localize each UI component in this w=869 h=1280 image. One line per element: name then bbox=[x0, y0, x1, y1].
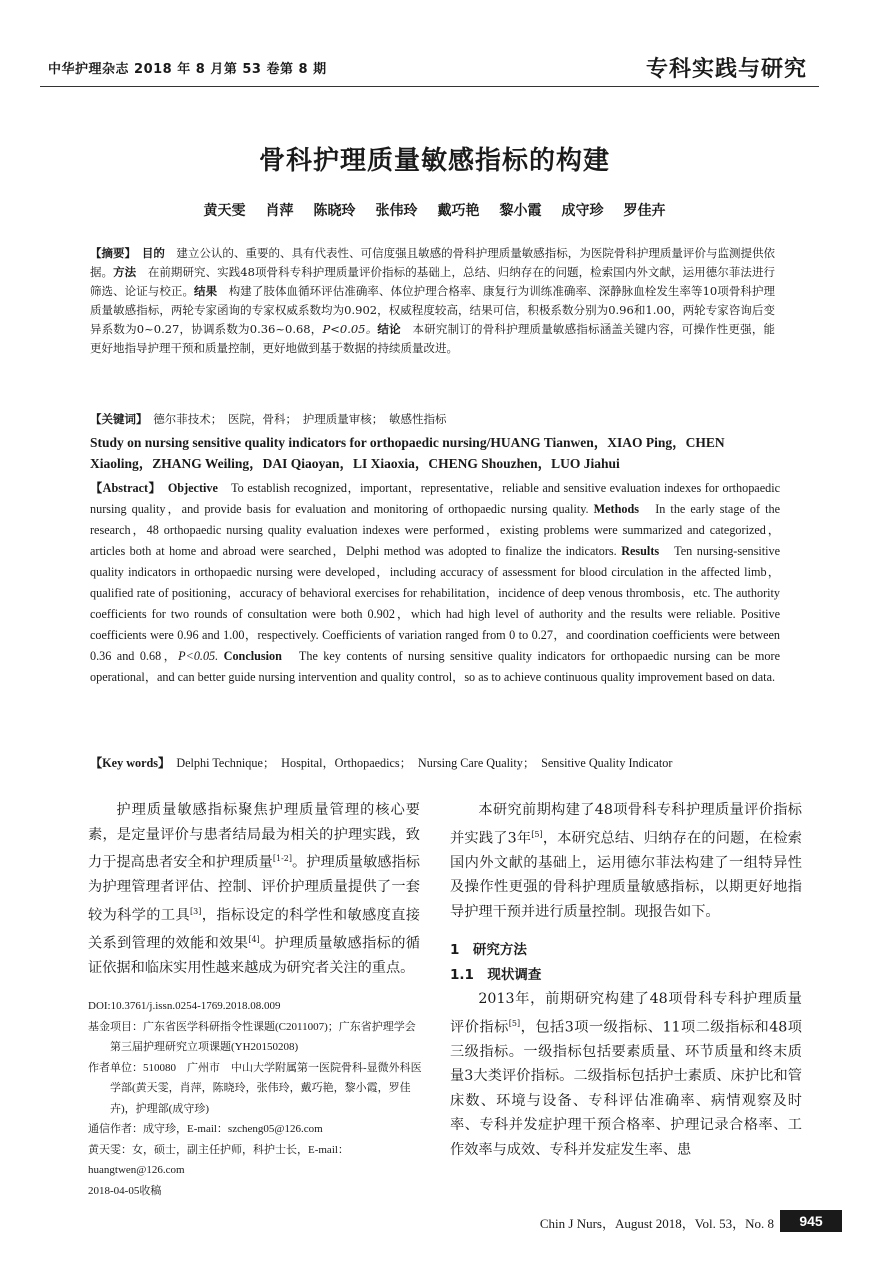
funding: 基金项目：广东省医学科研指令性课题(C2011007)；广东省护理学会第三届护理研究立项课题(YH20150208) bbox=[88, 1020, 416, 1053]
author: 陈晓玲 bbox=[313, 203, 356, 219]
citation-ref: [5] bbox=[531, 829, 543, 839]
methods-text: In the early stage of the research，48 orthopaedic nursing quality evaluation indexes were performed，existing problems were summarized and categorized，articles both at home and abroad were searched，Delphi method was adopted to finalize the indicators. bbox=[90, 502, 780, 558]
author-list bbox=[0, 200, 869, 220]
english-title: Study on nursing sensitive quality indicators for orthopaedic nursing/HUANG Tianwen，XIAO Ping，CHEN Xiaoling，ZHANG Weiling，DAI Qiaoyan，LI Xiaoxia，CHENG Shouzhen，LUO Jiahui bbox=[90, 435, 725, 471]
citation-ref: [4] bbox=[248, 934, 260, 944]
author: 张伟玲 bbox=[375, 203, 418, 219]
keywords-label: 【Key words】 bbox=[90, 756, 165, 770]
section-tag: 专科实践与研究 bbox=[645, 57, 807, 82]
cn-keywords bbox=[90, 410, 775, 429]
section-heading: 1 研究方法 bbox=[450, 942, 527, 959]
author-bio: 黄天雯：女，硕士，副主任护师，科护士长，E-mail：huangtwen@126.com bbox=[88, 1143, 349, 1176]
author: 戴巧艳 bbox=[437, 203, 480, 219]
objective-label: 目的 bbox=[141, 246, 165, 260]
received-date: 2018-04-05收稿 bbox=[88, 1184, 162, 1197]
results-label: 结果 bbox=[194, 284, 218, 298]
author: 黎小霞 bbox=[499, 203, 542, 219]
paragraph: 本研究前期构建了48项骨科专科护理质量评价指标并实践了3年[5]，本研究总结、归纳存在的问题，在检索国内外文献的基础上，运用德尔菲法构建了一组特异性及操作性更强的骨科护理质量敏感指标，以期更好地指导护理干预并进行质量控制。现报告如下。 bbox=[450, 802, 802, 920]
article-title: 骨科护理质量敏感指标的构建 bbox=[258, 146, 610, 176]
keywords-text: 德尔菲技术； 医院，骨科； 护理质量审核； 敏感性指标 bbox=[153, 412, 447, 426]
abstract-label: 【Abstract】 bbox=[90, 481, 156, 495]
body-left-column bbox=[88, 798, 420, 981]
conclusion-label: Conclusion bbox=[223, 649, 282, 663]
en-abstract bbox=[90, 478, 780, 688]
en-keywords bbox=[90, 754, 780, 771]
citation-ref: [1-2] bbox=[272, 854, 292, 863]
author: 成守珍 bbox=[561, 203, 604, 219]
keywords-label: 【关键词】 bbox=[90, 412, 142, 426]
keywords-text: Delphi Technique； Hospital，Orthopaedics； Nursing Care Quality； Sensitive Quality Indicator bbox=[176, 756, 673, 770]
methods-label: Methods bbox=[593, 502, 639, 516]
citation-ref: [3] bbox=[190, 906, 202, 916]
corresponding-author: 通信作者：成守珍，E-mail：szcheng05@126.com bbox=[88, 1123, 323, 1135]
p-value: P<0.05。 bbox=[322, 322, 378, 336]
author: 罗佳卉 bbox=[623, 203, 666, 219]
citation-ref: [5] bbox=[508, 1018, 521, 1028]
body-right-column bbox=[450, 798, 802, 1162]
author: 肖萍 bbox=[265, 203, 294, 219]
objective-text: To establish recognized，important，representative，reliable and sensitive evaluation indexes for orthopaedic nursing quality，and provide basis for evaluation and monitoring of orthopaedic nursing quality. bbox=[90, 481, 781, 516]
author: 黄天雯 bbox=[203, 203, 246, 219]
abstract-label: 【摘要】 bbox=[90, 246, 131, 260]
methods-text: 在前期研究、实践48项骨科专科护理质量评价指标的基础上，总结、归纳存在的问题，检索国内外文献，运用德尔菲法进行筛选、论证与校正。 bbox=[90, 265, 776, 298]
objective-text: 建立公认的、重要的、具有代表性、可信度强且敏感的骨科护理质量敏感指标，为医院骨科护理质量评价与监测提供依据。 bbox=[90, 246, 776, 279]
journal-header: 中华护理杂志 2018 年 8 月第 53 卷第 8 期 bbox=[48, 62, 327, 77]
conclusion-text: 本研究制订的骨科护理质量敏感指标涵盖关键内容，可操作性更强，能更好地指导护理干预和质量控制，更好地做到基于数据的持续质量改进。 bbox=[90, 322, 776, 355]
header-rule bbox=[40, 86, 819, 87]
doi: DOI:10.3761/j.issn.0254-1769.2018.08.009 bbox=[88, 1000, 281, 1012]
page-number: 945 bbox=[780, 1210, 842, 1232]
paragraph: 护理质量敏感指标聚焦护理质量管理的核心要素，是定量评价与患者结局最为相关的护理实践，致力于提高患者安全和护理质量[1-2]。护理质量敏感指标为护理管理者评估、控制、评价护理质量提供了一套较为科学的工具[3]，指标设定的科学性和敏感度直接关系到管理的效能和效果[4]。护理质量敏感指标的循证依据和临床实用性越来越成为研究者关注的重点。 bbox=[88, 802, 420, 977]
cn-abstract bbox=[90, 244, 775, 358]
conclusion-text: The key contents of nursing sensitive quality indicators for orthopaedic nursing can be more operational，and can better guide nursing intervention and quality control，so as to achieve continuous quality improvement based on data. bbox=[90, 649, 780, 684]
affiliation: 作者单位：510080 广州市 中山大学附属第一医院骨科-显微外科医学部(黄天雯，肖萍，陈晓玲，张伟玲，戴巧艳，黎小霞，罗佳卉)，护理部(成守珍) bbox=[88, 1061, 422, 1115]
subsection-heading: 1.1 现状调查 bbox=[450, 966, 542, 983]
footnotes bbox=[88, 996, 423, 1201]
results-text: 构建了肢体血循环评估准确率、体位护理合格率、康复行为训练准确率、深静脉血栓发生率等10项骨科护理质量敏感指标，两轮专家函询的专家权威系数均为0.902，权威程度较高，结果可信，积极系数分别为0.96和1.00，两轮专家咨询后变异系数为0~0.27，协调系数为0.36~0.68， bbox=[90, 284, 776, 336]
methods-label: 方法 bbox=[113, 265, 137, 279]
conclusion-label: 结论 bbox=[377, 322, 401, 336]
results-text: Ten nursing-sensitive quality indicators in orthopaedic nursing were developed，including accuracy of assessment for blood circulation in the affected limb，qualified rate of positioning，accuracy of behavioral exercises for rehabilitation，incidence of deep venous thrombosis，etc. The authority coefficients for two rounds of consultation were both 0.902，which had high level of authority and the results were reliable. Positive coefficients were 0.96 and 1.00，respectively. Coefficients of variation ranged from 0 to 0.27，and coordination coefficients were between 0.36 and 0.68， bbox=[90, 544, 781, 663]
results-label: Results bbox=[621, 544, 660, 558]
footer-citation: Chin J Nurs，August 2018，Vol. 53，No. 8 bbox=[539, 1216, 774, 1231]
objective-label: Objective bbox=[167, 481, 218, 495]
paragraph: 2013年，前期研究构建了48项骨科专科护理质量评价指标[5]，包括3项一级指标、11项二级指标和48项三级指标。一级指标包括要素质量、环节质量和终末质量3大类评价指标。二级指标包括护士素质、床护比和管床数、环境与设备、专科评估准确率、病情观察及时率、专科并发症护理干预合格率、护理记录合格率、工作效率与成效、专科并发症发生率、患 bbox=[450, 991, 802, 1158]
p-value: P<0.05. bbox=[178, 649, 219, 663]
